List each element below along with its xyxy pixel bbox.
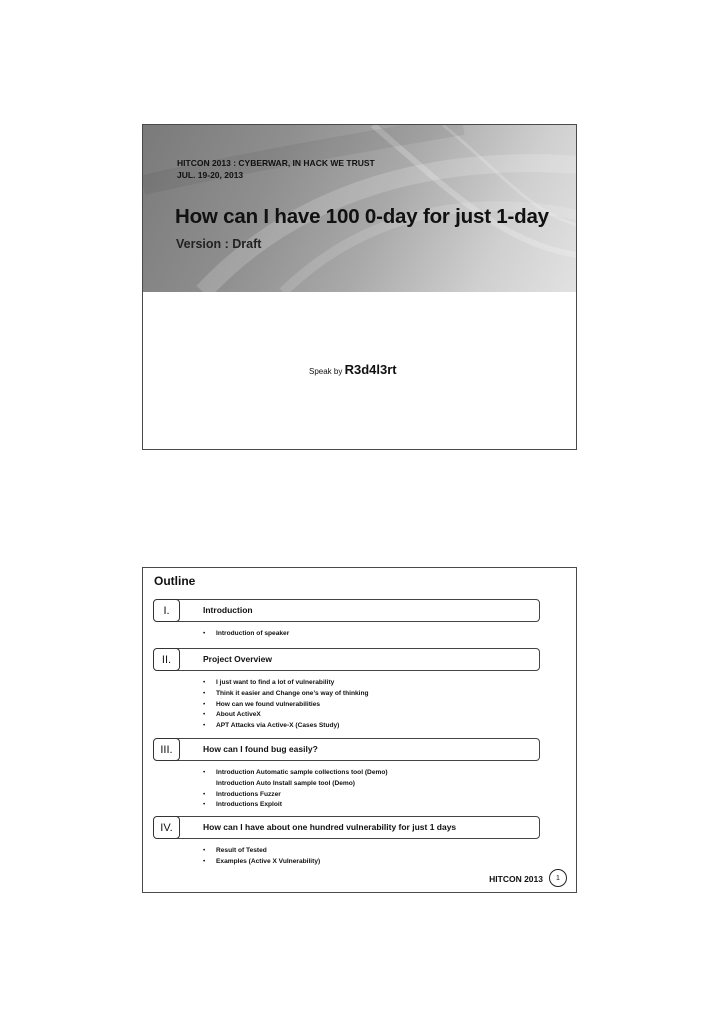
section-title: Project Overview — [203, 654, 272, 664]
outline-item: • How can we found vulnerabilities — [153, 700, 532, 711]
outline-item: • Examples (Active X Vulnerability) — [153, 857, 532, 868]
outline-item: • APT Attacks via Active-X (Cases Study) — [153, 721, 532, 732]
outline-item: • Introduction Automatic sample collections tool (Demo) — [153, 768, 532, 779]
section-numeral: I. — [153, 599, 180, 622]
outline-section — [153, 648, 532, 732]
speaker-line — [309, 361, 397, 379]
speaker-prefix: Speak by — [309, 367, 345, 376]
outline-item: Introduction Auto Install sample tool (Demo) — [216, 779, 355, 787]
outline-slide — [142, 567, 577, 893]
outline-item: • Introduction of speaker — [153, 629, 532, 640]
section-items — [153, 629, 532, 640]
outline-section — [153, 599, 532, 640]
outline-item: • Introductions Fuzzer — [153, 790, 532, 801]
section-numeral: II. — [153, 648, 180, 671]
section-title: Introduction — [203, 605, 253, 615]
slide-title: How can I have 100 0-day for just 1-day — [175, 205, 549, 228]
outline-item: • Think it easier and Change one’s way of thinking — [153, 689, 532, 700]
conference-info — [177, 157, 375, 181]
section-items — [153, 846, 532, 868]
page-number-badge: 1 — [549, 869, 567, 887]
section-header — [153, 816, 532, 840]
outline-item: • I just want to find a lot of vulnerability — [153, 678, 532, 689]
section-title: How can I have about one hundred vulnerability for just 1 days — [203, 822, 457, 832]
outline-item: • Introductions Exploit — [153, 800, 532, 811]
conference-date: JUL. 19-20, 2013 — [177, 170, 244, 180]
section-numeral: III. — [153, 738, 180, 761]
section-title: How can I found bug easily? — [203, 744, 318, 754]
section-numeral: IV. — [153, 816, 180, 839]
speaker-name: R3d4l3rt — [344, 362, 397, 377]
slide-footer: HITCON 2013 — [489, 874, 543, 884]
section-header — [153, 599, 532, 623]
section-header — [153, 648, 532, 672]
title-slide — [142, 124, 577, 450]
title-banner — [143, 125, 576, 292]
conference-name: HITCON 2013 : CYBERWAR, IN HACK WE TRUST — [177, 158, 375, 168]
outline-section — [153, 738, 532, 811]
outline-section — [153, 816, 532, 868]
outline-item: • Result of Tested — [153, 846, 532, 857]
outline-title: Outline — [154, 574, 196, 588]
version-label: Version : Draft — [176, 237, 262, 251]
section-items — [153, 768, 532, 811]
outline-item: • About ActiveX — [153, 710, 532, 721]
section-items — [153, 678, 532, 732]
section-header — [153, 738, 532, 762]
